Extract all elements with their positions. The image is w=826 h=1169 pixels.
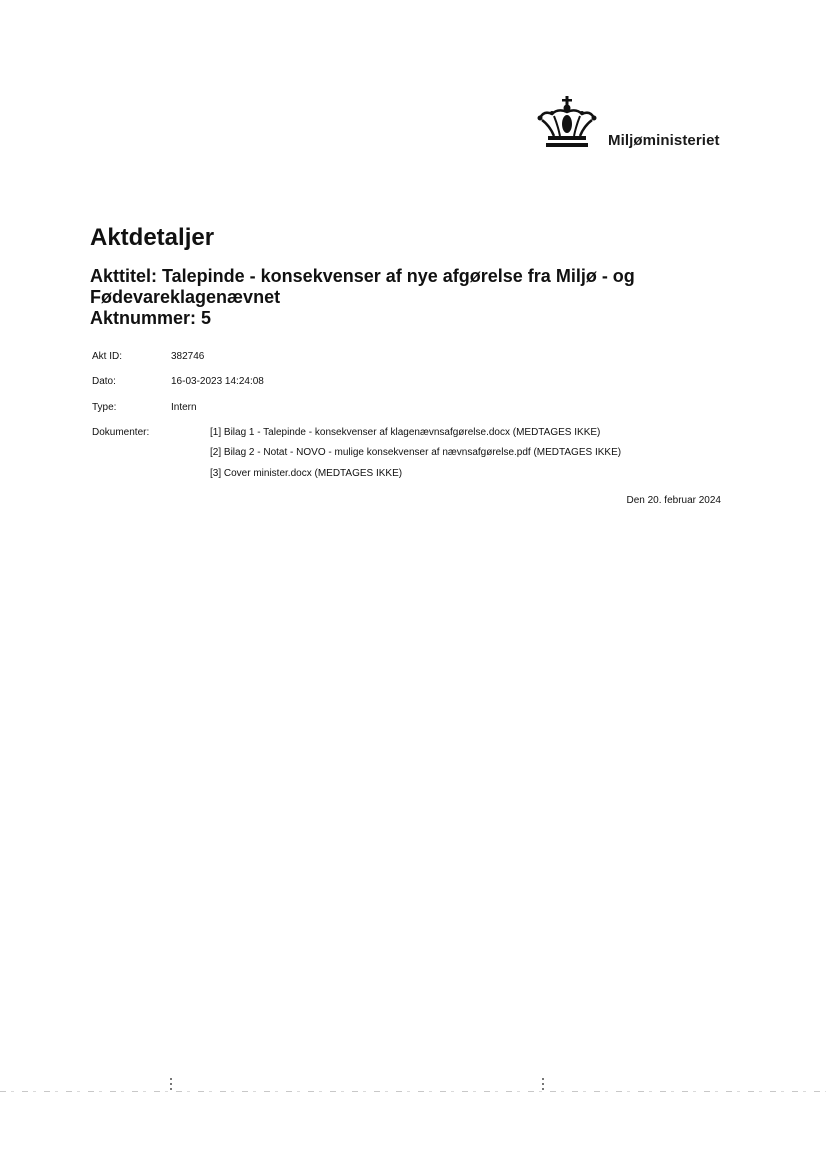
- meta-label: Type:: [92, 402, 117, 413]
- crown-icon: [536, 96, 598, 150]
- meta-label: Dato:: [92, 376, 116, 387]
- scan-artifact-mark: [170, 1078, 172, 1092]
- meta-value: 16-03-2023 14:24:08: [171, 376, 264, 387]
- meta-value: Intern: [171, 402, 197, 413]
- page-title: Aktdetaljer: [90, 224, 215, 251]
- document-item: [1] Bilag 1 - Talepinde - konsekvenser af klagenævnsafgørelse.docx (MEDTAGES IKKE): [210, 427, 601, 438]
- ministry-logo: [536, 96, 736, 152]
- meta-value: 382746: [171, 351, 205, 362]
- document-date: Den 20. februar 2024: [626, 495, 721, 506]
- ministry-name: Miljøministeriet: [608, 132, 720, 149]
- meta-label: Akt ID:: [92, 351, 123, 362]
- scan-artifact-mark: [542, 1078, 544, 1092]
- document-item: [3] Cover minister.docx (MEDTAGES IKKE): [210, 468, 403, 479]
- scan-artifact-line: [0, 1091, 826, 1092]
- document-heading: [90, 266, 710, 329]
- akttitel: Akttitel: Talepinde - konsekvenser af nye afgørelse fra Miljø - og Fødevareklagenævnet: [90, 266, 635, 307]
- aktnummer: Aktnummer: 5: [90, 308, 212, 328]
- documents-label: Dokumenter:: [92, 427, 150, 438]
- document-item: [2] Bilag 2 - Notat - NOVO - mulige konsekvenser af nævnsafgørelse.pdf (MEDTAGES IKKE): [210, 447, 622, 458]
